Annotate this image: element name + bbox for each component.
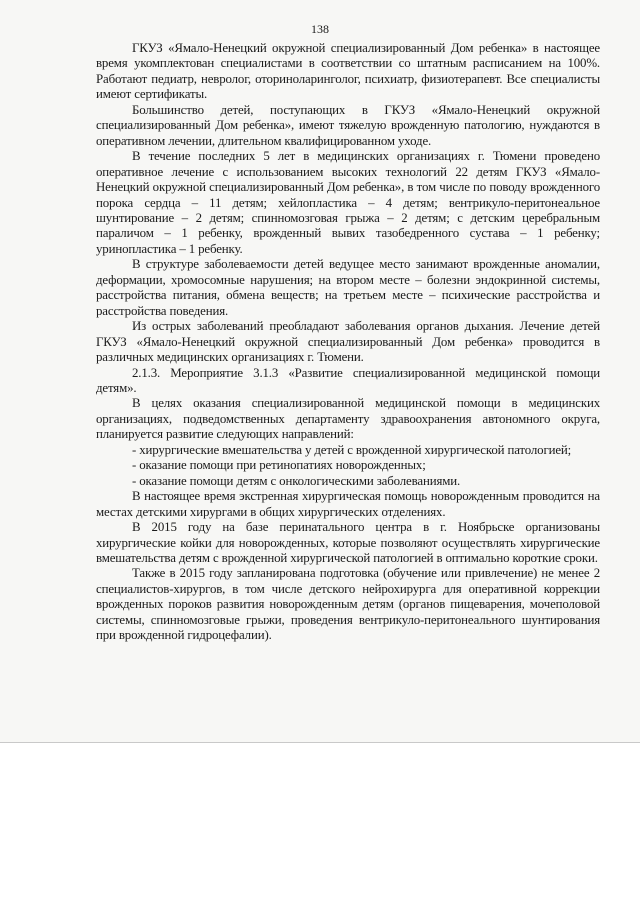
list-item-retinopathy: - оказание помощи при ретинопатиях новорожденных; <box>132 458 426 473</box>
document-body <box>96 41 600 644</box>
paragraph-staffing: ГКУЗ «Ямало-Ненецкий окружной специализированный Дом ребенка» в настоящее время укомплектован специалистами в соответствии со штатным расписанием на 100%. Работают педиатр, невролог, оториноларинголог, психиатр, физиотерапевт. Все специалисты имеют сертификаты. <box>96 41 600 102</box>
paragraph-surgery-stats: В течение последних 5 лет в медицинских организациях г. Тюмени проведено оперативное лечение с использованием высоких технологий 22 детям ГКУЗ «Ямало-Ненецкий окружной специализированный Дом ребенка», в том числе по поводу врожденного порока сердца – 11 детям; хейлопластика – 4 детям; вентрикуло-перитонеальное шунтирование – 2 детям; спинномозговая грыжа – 2 детям; с детским церебральным параличом – 1 ребенку, врожденный вывих тазобедренного сустава – 1 ребенку; уринопластика – 1 ребенку. <box>96 149 600 256</box>
paragraph-training-plan: Также в 2015 году запланирована подготовка (обучение или привлечение) не менее 2 специалистов-хирургов, в том числе детского нейрохирурга для оперативной коррекции врожденных пороков развития новорожденным детям (органов пищеварения, мочеполовой системы, спинномозговые грыжи, проведения вентрикуло-перитонеального шунтирования при врожденной гидроцефалии). <box>96 566 600 643</box>
section-heading-2-1-3: 2.1.3. Мероприятие 3.1.3 «Развитие специализированной медицинской помощи детям». <box>96 365 600 395</box>
paragraph-noyabrsk-center: В 2015 году на базе перинатального центра в г. Ноябрьске организованы хирургические койки для новорожденных, которые позволяют осуществлять хирургические вмешательства детям с врожденной хирургической патологией в оптимально короткие сроки. <box>96 520 600 565</box>
paragraph-children-pathology: Большинство детей, поступающих в ГКУЗ «Ямало-Ненецкий окружной специализированный Дом ребенка», имеют тяжелую врожденную патологию, нуждаются в оперативном лечении, длительном квалифицированном уходе. <box>96 102 600 148</box>
paragraph-acute-diseases: Из острых заболеваний преобладают заболевания органов дыхания. Лечение детей ГКУЗ «Ямало-Ненецкий окружной специализированный Дом ребенка» проводится в различных медицинских организациях г. Тюмени. <box>96 319 600 365</box>
page-number: 138 <box>311 22 329 36</box>
list-item-oncology: - оказание помощи детям с онкологическими заболеваниями. <box>132 473 461 488</box>
paragraph-directions-intro: В целях оказания специализированной медицинской помощи в медицинских организациях, подведомственных департаменту здравоохранения автономного округа, планируется развитие следующих направлений: <box>96 396 600 442</box>
list-item-surgery: - хирургические вмешательства у детей с врожденной хирургической патологией; <box>132 442 572 457</box>
paragraph-emergency-care: В настоящее время экстренная хирургическая помощь новорожденным проводится на местах детскими хирургами в общих хирургических отделениях. <box>96 489 600 519</box>
paragraph-morbidity-structure: В структуре заболеваемости детей ведущее место занимают врожденные аномалии, деформации, хромосомные нарушения; на втором месте – болезни эндокринной системы, расстройства питания, обмена веществ; на третьем месте – психические расстройства и расстройства поведения. <box>96 257 600 318</box>
